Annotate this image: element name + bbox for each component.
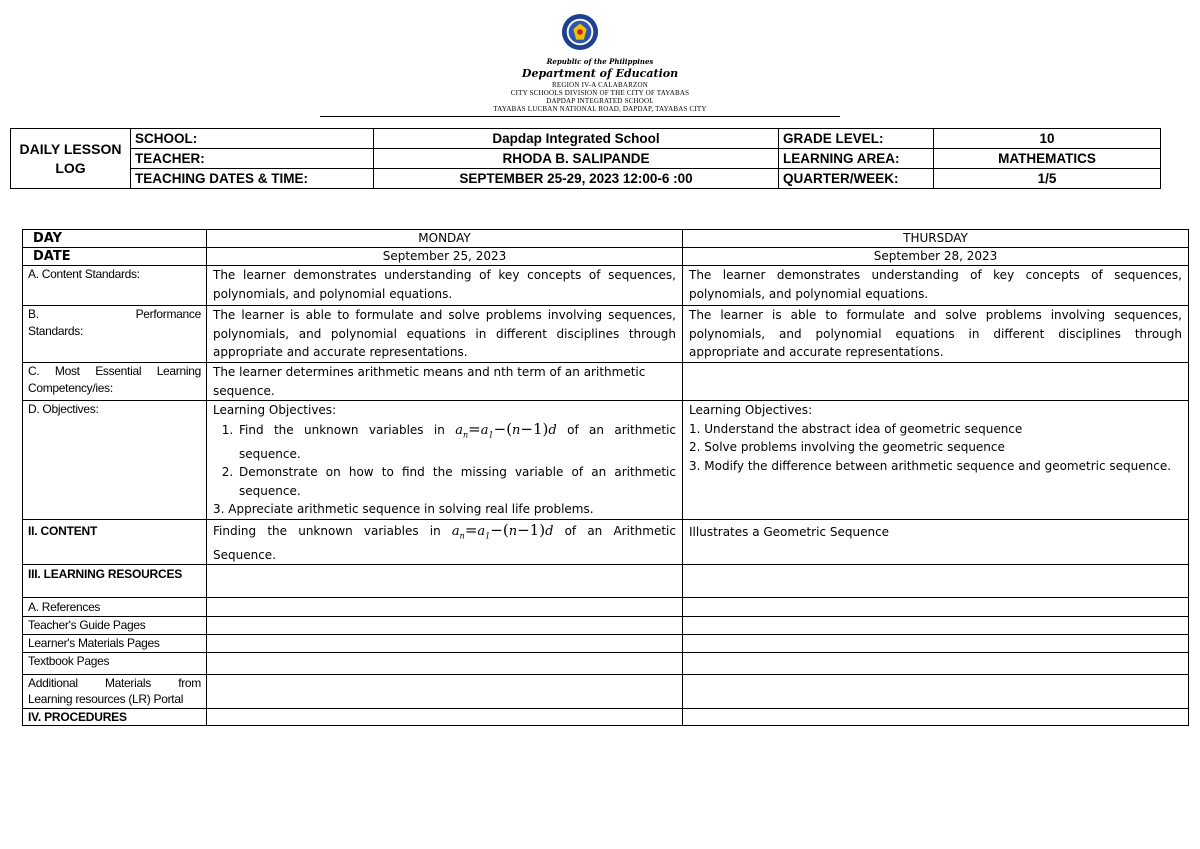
lesson-log-table xyxy=(22,229,1189,726)
department-line: Department of Education xyxy=(521,67,679,80)
resources-thursday xyxy=(683,565,1189,598)
textbook-thursday xyxy=(683,652,1189,674)
objective-1-tail: of an arithmetic sequence. xyxy=(239,422,677,461)
day-label: DAY xyxy=(23,230,207,248)
formula-an-content: $a_n=a_1-(n-1)d$ xyxy=(451,520,554,541)
school-line: DAPDAP INTEGRATED SCHOOL xyxy=(546,97,654,105)
teachers-guide-label: Teacher's Guide Pages xyxy=(23,616,207,634)
procedures-label: IV. PROCEDURES xyxy=(23,708,207,726)
republic-line: Republic of the Philippines xyxy=(546,57,654,66)
references-thursday xyxy=(683,598,1189,617)
melc-thursday xyxy=(683,363,1189,401)
learners-materials-thursday xyxy=(683,634,1189,652)
day-monday: MONDAY xyxy=(207,230,683,248)
day-thursday: THURSDAY xyxy=(683,230,1189,248)
references-label: A. References xyxy=(23,598,207,617)
objective-3-monday: 3. Appreciate arithmetic sequence in solving real life problems. xyxy=(213,502,594,517)
school-label: SCHOOL: xyxy=(131,129,374,149)
resources-monday xyxy=(207,565,683,598)
area-label: LEARNING AREA: xyxy=(779,149,934,169)
objectives-list-monday xyxy=(213,420,676,501)
info-table xyxy=(10,128,1161,189)
additional-materials-thursday xyxy=(683,674,1189,708)
content-standards-thursday: The learner demonstrates understanding of key concepts of sequences, polynomials, and polynomial equations. xyxy=(683,266,1189,306)
learners-materials-monday xyxy=(207,634,683,652)
area-value: MATHEMATICS xyxy=(934,149,1161,169)
performance-standards-label xyxy=(23,306,207,363)
objectives-heading-monday: Learning Objectives: xyxy=(213,403,337,417)
division-line: CITY SCHOOLS DIVISION OF THE CITY OF TAYABAS xyxy=(510,89,690,97)
resources-label: III. LEARNING RESOURCES xyxy=(23,565,207,598)
quarter-value: 1/5 xyxy=(934,169,1161,189)
teachers-guide-monday xyxy=(207,616,683,634)
teacher-label: TEACHER: xyxy=(131,149,374,169)
melc-monday: The learner determines arithmetic means and nth term of an arithmetic sequence. xyxy=(207,363,683,401)
teachers-guide-thursday xyxy=(683,616,1189,634)
references-monday xyxy=(207,598,683,617)
quarter-label: QUARTER/WEEK: xyxy=(779,169,934,189)
textbook-monday xyxy=(207,652,683,674)
content-standards-label: A. Content Standards: xyxy=(23,266,207,306)
teacher-value: RHODA B. SALIPANDE xyxy=(374,149,779,169)
grade-label: GRADE LEVEL: xyxy=(779,129,934,149)
content-monday-pre: Finding the unknown variables in xyxy=(213,523,441,538)
additional-materials-label-line2: Learning resources (LR) Portal xyxy=(28,692,184,707)
melc-label-line2: Competency/ies: xyxy=(28,380,113,395)
content-monday xyxy=(207,519,683,565)
objective-item: 2. Demonstrate on how to find the missing variable of an arithmetic sequence. xyxy=(237,463,676,500)
content-label: II. CONTENT xyxy=(23,519,207,565)
formula-an: $a_n=a_1-(n-1)d$ xyxy=(455,419,557,440)
objective-thursday-1: 1. Understand the abstract idea of geometric sequence xyxy=(689,421,1023,436)
procedures-monday xyxy=(207,708,683,726)
deped-seal xyxy=(561,13,599,51)
objective-1-text: Find the unknown variables in xyxy=(239,422,445,437)
date-monday: September 25, 2023 xyxy=(207,248,683,266)
address-line: TAYABAS LUCBAN NATIONAL ROAD, DAPDAP, TAYABAS CITY xyxy=(493,105,707,113)
region-line: REGION IV-A CALABARZON xyxy=(552,81,648,89)
content-standards-monday: The learner demonstrates understanding of key concepts of sequences, polynomials, and polynomial equations. xyxy=(207,266,683,306)
additional-materials-label xyxy=(23,674,207,708)
performance-standards-label-line2: Standards: xyxy=(28,323,84,338)
dll-title: DAILY LESSON LOG xyxy=(11,129,131,189)
date-thursday: September 28, 2023 xyxy=(683,248,1189,266)
school-value: Dapdap Integrated School xyxy=(374,129,779,149)
content-thursday: Illustrates a Geometric Sequence xyxy=(683,519,1189,565)
procedures-thursday xyxy=(683,708,1189,726)
header-divider xyxy=(320,116,840,117)
objective-item xyxy=(237,420,676,464)
textbook-label: Textbook Pages xyxy=(23,652,207,674)
performance-standards-monday: The learner is able to formulate and solve problems involving sequences, polynomials, and polynomial equations in different disciplines through appropriate and accurate representations. xyxy=(207,306,683,363)
dates-label: TEACHING DATES & TIME: xyxy=(131,169,374,189)
objectives-label: D. Objectives: xyxy=(23,401,207,520)
melc-label-line1: C. Most Essential Learning xyxy=(28,364,201,378)
content-monday-post: of an Arithmetic Sequence. xyxy=(213,523,676,562)
learners-materials-label: Learner's Materials Pages xyxy=(23,634,207,652)
objective-thursday-2: 2. Solve problems involving the geometric sequence xyxy=(689,440,1005,454)
additional-materials-monday xyxy=(207,674,683,708)
performance-standards-label-line1: B. Performance xyxy=(28,307,201,321)
additional-materials-label-line1: Additional Materials from xyxy=(28,675,201,690)
objectives-thursday xyxy=(683,401,1189,520)
objectives-heading-thursday: Learning Objectives: xyxy=(689,403,813,417)
grade-value: 10 xyxy=(934,129,1161,149)
objective-thursday-3: 3. Modify the difference between arithmetic sequence and geometric sequence. xyxy=(689,458,1172,473)
performance-standards-thursday: The learner is able to formulate and solve problems involving sequences, polynomials, and polynomial equations in different disciplines through appropriate and accurate representations. xyxy=(683,306,1189,363)
dates-value: SEPTEMBER 25-29, 2023 12:00-6 :00 xyxy=(374,169,779,189)
objectives-monday xyxy=(207,401,683,520)
date-label: DATE xyxy=(23,248,207,266)
melc-label xyxy=(23,363,207,401)
